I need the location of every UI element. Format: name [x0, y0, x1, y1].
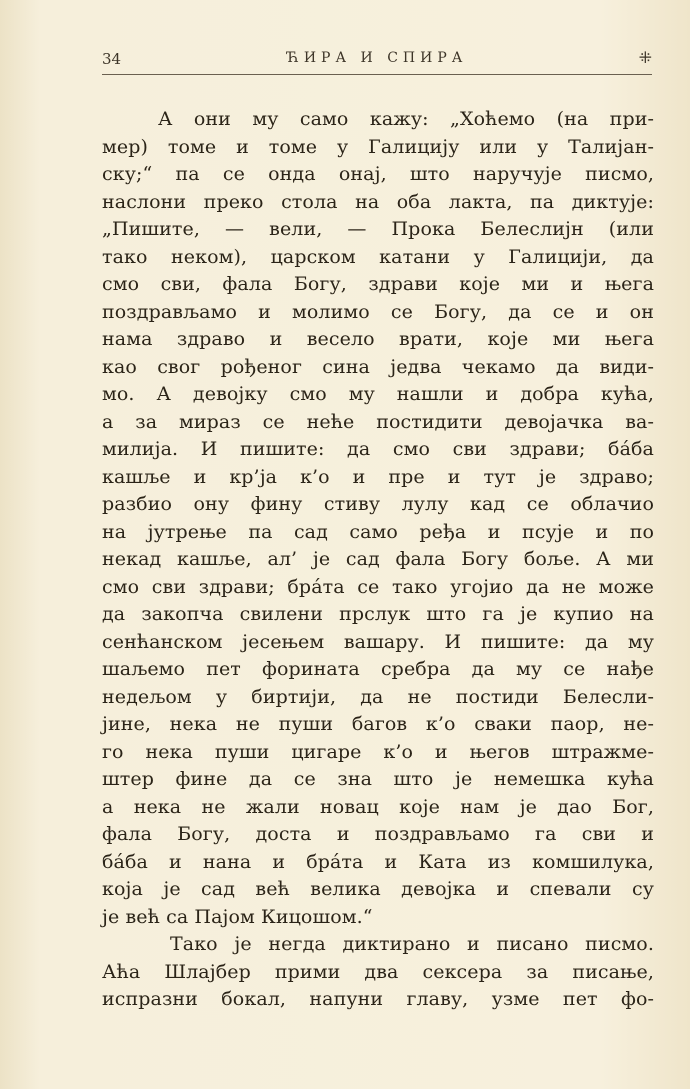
text-line: кашље и кр’ја к’о и пре и тут је здраво;	[102, 465, 654, 488]
text-line: наслони преко стола на оба лакта, па диктује:	[102, 190, 654, 213]
text-line: го нека пуши цигаре к’о и његов штражме-	[102, 740, 654, 763]
text-line: а нека не жали новац које нам је дао Бог,	[102, 795, 654, 818]
text-line: нама здраво и весело врати, које ми њега	[102, 328, 654, 350]
text-line: „Пишите, — вели, — Прока Белеслијн (или	[102, 218, 654, 240]
text-line: мо. А девојку смо му нашли и добра кућа,	[102, 383, 654, 405]
text-line: поздрављамо и молимо се Богу, да се и он	[102, 300, 654, 323]
text-line: милија. И пишите: да смо сви здрави; ба́ба	[102, 438, 654, 460]
text-line: штер фине да се зна што је немешка кућа	[102, 768, 654, 790]
text-line: недељом у биртији, да не постиди Белесли-	[102, 685, 654, 708]
text-line: ба́ба и нана и бра́та и Ката из комшилука,	[102, 850, 654, 873]
text-line: разбио ону фину стиву лулу кад се облачио	[102, 493, 654, 515]
text-line: да закопча свилени прслук што га је купио на	[102, 603, 654, 625]
page-number: 34	[102, 50, 122, 68]
text-line: јине, нека не пуши багов к’о сваки паор, не-	[102, 713, 654, 735]
paragraph-narration	[102, 931, 654, 1014]
text-line: као свог рођеног сина једва чекамо да види-	[102, 355, 654, 378]
text-line: а за мираз се неће постидити девојачка ва-	[102, 410, 654, 433]
text-line: је већ са Пајом Кицошом.“	[102, 905, 373, 928]
running-title: ЋИРА И СПИРА	[286, 50, 468, 66]
text-line: мер) томе и томе у Галицију или у Талијан-	[102, 135, 654, 158]
text-line: некад кашље, ал’ је сад фала Богу боље. А ми	[102, 548, 654, 570]
body-text	[102, 106, 654, 1014]
text-line: која је сад већ велика девојка и спевали су	[102, 878, 654, 900]
text-line: фала Богу, доста и поздрављамо га сви и	[102, 823, 654, 845]
text-line: Тако је негда диктирано и писано писмо.	[170, 933, 654, 955]
text-line: шаљемо пет форината сребра да му се нађе	[102, 658, 654, 680]
text-line: А они му само кажу: „Хоћемо (на при-	[158, 108, 654, 130]
page-header	[102, 48, 652, 75]
text-line: Аћа Шлајбер прими два сексера за писање,	[102, 960, 654, 983]
text-line: испразни бокал, напуни главу, узме пет фо-	[102, 988, 654, 1010]
paragraph-letter	[102, 106, 654, 931]
text-line: смо сви здрави; бра́та се тако угојио да не може	[102, 575, 654, 598]
ornament-icon: ⁜	[638, 48, 652, 67]
text-line: смо сви, фала Богу, здрави које ми и њега	[102, 273, 654, 295]
text-line: ску;“ па се онда онај, што наручује писмо,	[102, 163, 654, 185]
text-line: на јутрење па сад само ређа и псује и по	[102, 520, 654, 543]
text-line: тако неком), царском катани у Галицији, да	[102, 245, 654, 268]
text-line: сенћанском јесењем вашару. И пишите: да му	[102, 630, 654, 653]
